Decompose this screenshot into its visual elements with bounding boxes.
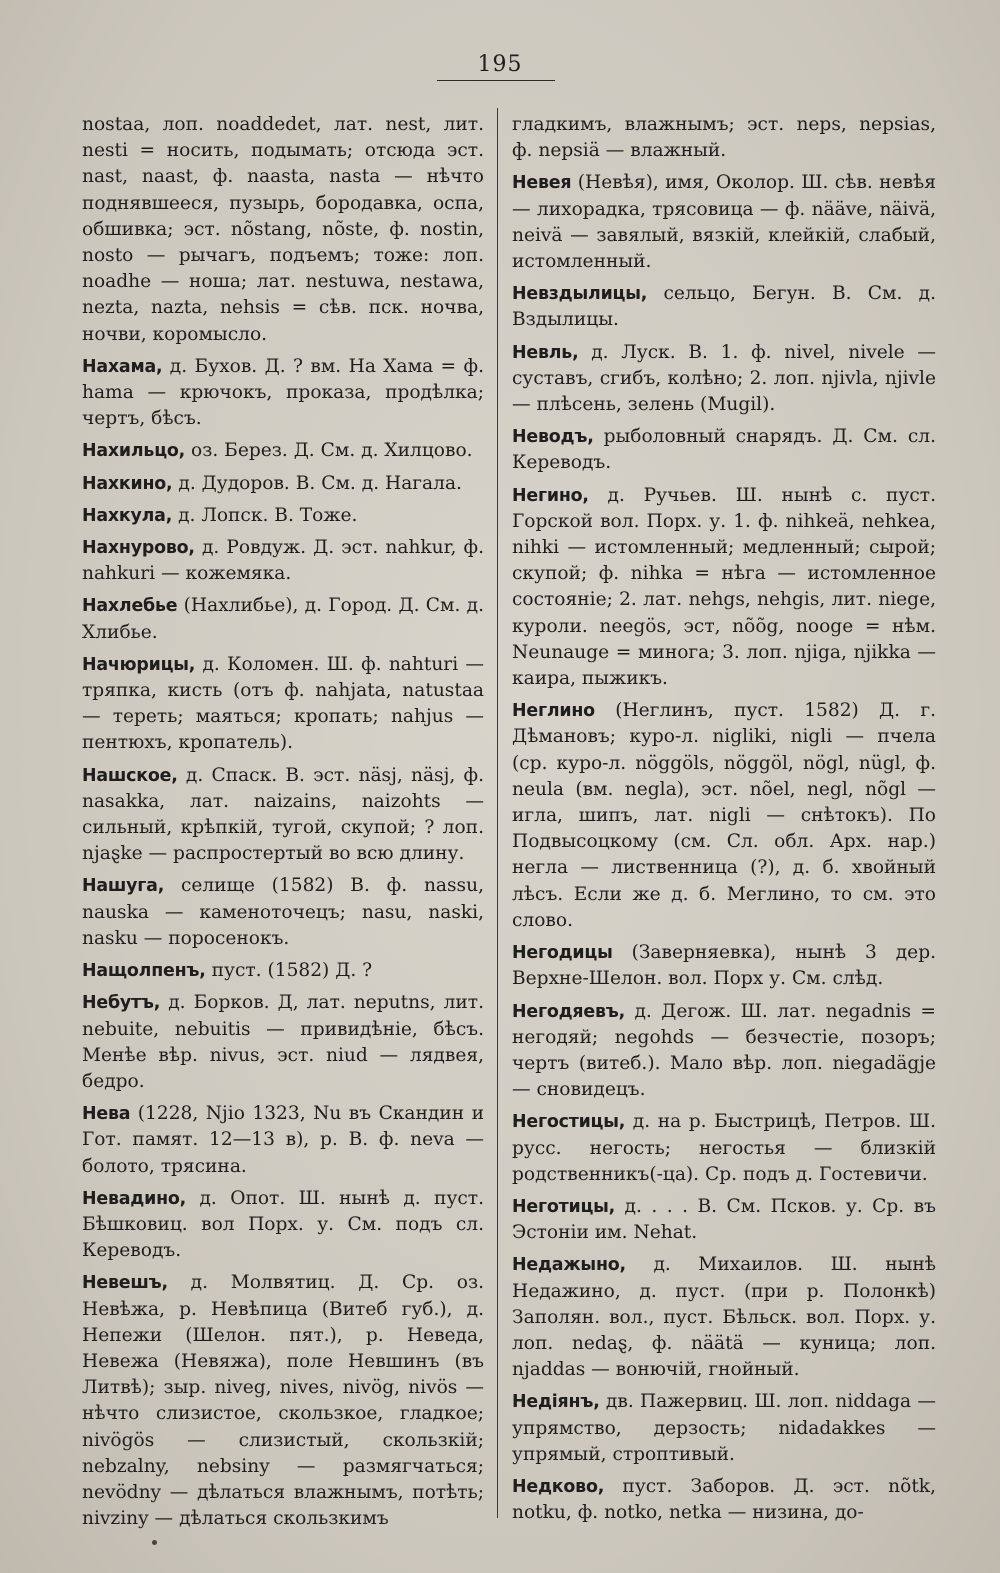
entry-body: д. Спаск. В. эст. näsj, näsj, ф. nasakka, лат. naizains, naizohts — сильный, крѣпкій, тугой, скупой; ? лоп. njaȿke — распростертый во всю длину. — [82, 764, 484, 865]
entry-headword: Невздылицы, — [512, 284, 648, 305]
dictionary-entry — [512, 483, 936, 693]
entry-body: (Нахлибье), д. Город. Д. См. д. Хлибье. — [82, 595, 484, 643]
left-column — [82, 112, 484, 1532]
entry-headword: Неглино — [512, 701, 595, 722]
entry-body: оз. Берез. Д. См. д. Хилцово. — [191, 440, 473, 462]
entry-headword: Негодяевъ, — [512, 1001, 626, 1022]
entry-body: д. Опот. Ш. нынѣ д. пуст. Бѣшковиц. вол Порх. у. См. подъ сл. Кереводъ. — [82, 1187, 484, 1262]
entry-headword: Нашуга, — [82, 876, 165, 897]
ink-speck — [152, 1540, 157, 1545]
entry-body: д. Ручьев. Ш. нынѣ с. пуст. Горской вол. Порх. у. 1. ф. nihkeä, nehkea, nihki — истомленный; медленный; сырой; скупой; ф. nihka = нѣга — истомленное состояніе; 2. лат. nehgs, nehgis, лит. niege, куроли. neegös, эст, nõõg, nooge = нѣм. Neunauge = минога; 3. лоп. njiga, njikka — каира, пыжикъ. — [512, 484, 936, 690]
entry-headword: Начюрицы, — [82, 654, 196, 675]
entry-body: д. Ровдуж. Д. эст. nahkur, ф. nahkuri — кожемяка. — [82, 537, 484, 585]
dictionary-entry — [512, 1109, 936, 1188]
entry-headword: Невея — [512, 173, 572, 194]
entry-body: дв. Пажервиц. Ш. лоп. niddaga — упрямство, дерзость; nidadakkes — упрямый, строптивый. — [512, 1391, 936, 1465]
entry-headword: Негино, — [512, 485, 589, 506]
entry-headword: Негодицы — [512, 943, 613, 964]
entry-body: д. Коломен. Ш. ф. nahturi — тряпка, кисть (отъ ф. nahjata, natustaa — тереть; маяться; кропать; nahjus — пентюхъ, кропатель). — [82, 653, 484, 754]
dictionary-entry — [512, 940, 936, 992]
dictionary-entry — [82, 873, 484, 952]
entry-headword: Неводъ, — [512, 427, 594, 448]
entry-headword: Недіянъ, — [512, 1392, 600, 1413]
dictionary-entry — [512, 340, 936, 419]
entry-body: (Неглинъ, пуст. 1582) Д. г. Дѣмановъ; куро-л. nigliki, nigli — пчела (ср. куро-л. nöggöls, nöggöl, nögl, nügl, ф. neula (вм. negla), эст. nõel, negl, nõgl — игла, шипъ, лат. nigli — снѣтокъ). По Подвысоцкому (см. Сл. обл. Арх. нар.) негла — лиственница (?), д. б. хвойный лѣсъ. Если же д. б. Меглино, то см. это слово. — [512, 700, 936, 931]
entry-headword: Нахлебье — [82, 596, 178, 617]
entry-headword: Нахнурово, — [82, 538, 195, 559]
page-number: 195 — [477, 52, 523, 77]
dictionary-entry — [512, 1252, 936, 1383]
entry-headword: Небутъ, — [82, 993, 161, 1014]
entry-headword: Невадино, — [82, 1188, 187, 1209]
dictionary-entry — [512, 999, 936, 1104]
entry-body: пуст. Заборов. Д. эст. nõtk, notku, ф. notko, netka — низина, до- — [512, 1475, 936, 1524]
entry-body: (Заверняевка), нынѣ 3 дер. Верхне-Шелон. вол. Порх у. См. слѣд. — [512, 942, 936, 990]
dictionary-entry — [82, 763, 484, 868]
entry-body: селище (1582) В. ф. nassu, nauska — каменоточецъ; nasu, naski, nasku — поросенокъ. — [82, 875, 484, 949]
dictionary-entry — [512, 281, 936, 333]
entry-body: д. Луск. В. 1. ф. nivel, nivele — суставъ, сгибъ, колѣно; 2. лоп. njivla, njivle — плѣсень, зелень (Mugil). — [512, 341, 936, 416]
entry-headword: Нахильцо, — [82, 441, 186, 462]
column-divider — [497, 108, 498, 1518]
dictionary-entry — [512, 170, 936, 275]
entry-body: д. на р. Быстрицѣ, Петров. Ш. русс. негость; негостья — близкій родственникъ(-ца). Ср. подъ д. Гостевичи. — [512, 1111, 936, 1185]
entry-continuation — [82, 112, 484, 348]
dictionary-entry — [82, 1270, 484, 1532]
entry-headword: Невль, — [512, 342, 579, 363]
entry-body: д. Лопск. В. Тоже. — [178, 504, 358, 526]
entry-body: д. Бухов. Д. ? вм. На Хама = ф. hama — крючокъ, проказа, продѣлка; чертъ, бѣсъ. — [82, 355, 484, 430]
dictionary-entry — [512, 1389, 936, 1468]
entry-headword: Нашское, — [82, 765, 178, 786]
entry-body: сельцо, Бегун. В. См. д. Вздылицы. — [512, 283, 936, 331]
right-column — [512, 112, 936, 1532]
entry-body: д. Михаилов. Ш. нынѣ Недажино, д. пуст. (при р. Полонкѣ) Заполян. вол., пуст. Бѣльск. вол. Порх. у. лоп. nedaȿ, ф. näätä — куница; лоп. njaddas — вонючій, гнойный. — [512, 1254, 936, 1381]
dictionary-entry — [512, 424, 936, 476]
dictionary-entry — [82, 652, 484, 757]
dictionary-entry — [82, 1101, 484, 1180]
entry-headword: Нахкула, — [82, 505, 173, 526]
entry-headword: Невешъ, — [82, 1273, 168, 1294]
header-rule — [437, 80, 555, 81]
entry-headword: Нахкино, — [82, 473, 173, 494]
dictionary-entry — [82, 503, 484, 529]
entry-body: (1228, Njio 1323, Nu въ Скандин и Гот. памят. 12—13 в), р. В. ф. neva — болото, трясина. — [82, 1103, 484, 1177]
dictionary-entry — [82, 354, 484, 433]
dictionary-entry — [512, 698, 936, 934]
entry-body: рыболовный снарядъ. Д. См. сл. Кереводъ. — [512, 426, 936, 474]
entry-body: nostaa, лоп. noaddedet, лат. nest, лит. nesti = носить, подымать; отсюда эст. nast, naast, ф. naasta, nasta — нѣчто поднявшееся, пузырь, бородавка, оспа, обшивка; эст. nõstang, nõste, ф. nostin, nosto — рычагъ, подъемъ; тоже: лоп. noadhe — ноша; лат. nestuwa, nestawa, nezta, nazta, nehsis = сѣв. пск. ночва, ночви, коромысло. — [82, 114, 484, 345]
dictionary-entry — [82, 438, 484, 464]
entry-body: д. . . . В. См. Псков. у. Ср. въ Эстоніи им. Nehat. — [512, 1195, 936, 1244]
entry-headword: Недажыно, — [512, 1255, 626, 1276]
dictionary-entry — [82, 1186, 484, 1265]
entry-body: гладкимъ, влажнымъ; эст. neps, nepsias, ф. nepsiä — влажный. — [512, 114, 936, 162]
entry-body: д. Дегож. Ш. лат. negadnis = негодяй; negohds — безчестіе, позоръ; чертъ (витеб.). Мало вѣр. лоп. niegadägje — сновидецъ. — [512, 1000, 936, 1101]
entry-body: д. Молвятиц. Д. Ср. оз. Невѣжа, р. Невѣпица (Витеб губ.), д. Непежи (Шелон. пят.), р. Неведа, Невежа (Невяжа), поле Невшинъ (въ Литвѣ); зыр. niveg, nives, nivög, nivös — нѣчто слизистое, скользкое, гладкое; nivögös — слизистый, скользкій; nebzalny, nebsiny — размягчаться; nevödny — дѣлаться влажнымъ, потѣть; nivziny — дѣлаться скользкимъ — [82, 1272, 484, 1530]
entry-continuation — [512, 112, 936, 164]
dictionary-entry — [82, 471, 484, 497]
entry-headword: Нахама, — [82, 356, 163, 377]
dictionary-entry — [512, 1474, 936, 1526]
dictionary-entry — [512, 1194, 936, 1246]
entry-headword: Нащолпенъ, — [82, 961, 206, 982]
entry-body: пуст. (1582) Д. ? — [211, 960, 373, 982]
dictionary-entry — [82, 990, 484, 1095]
dictionary-entry — [82, 535, 484, 587]
entry-body: д. Дудоров. В. См. д. Нагала. — [178, 472, 462, 494]
entry-headword: Нева — [82, 1104, 131, 1125]
dictionary-entry — [82, 958, 484, 984]
entry-headword: Неготицы, — [512, 1196, 616, 1217]
entry-body: (Невѣя), имя, Околор. Ш. сѣв. невѣя — лихорадка, трясовица — ф. nääve, näivä, neivä — завялый, вязкій, клейкій, слабый, истомленный. — [512, 172, 936, 273]
entry-headword: Негостицы, — [512, 1112, 626, 1133]
entry-body: д. Борков. Д, лат. neputns, лит. nebuite, nebuitis — привидѣніе, бѣсъ. Менѣе вѣр. nivus, эст. niud — лядвея, бедро. — [82, 992, 484, 1092]
entry-headword: Недково, — [512, 1476, 605, 1497]
dictionary-entry — [82, 593, 484, 645]
